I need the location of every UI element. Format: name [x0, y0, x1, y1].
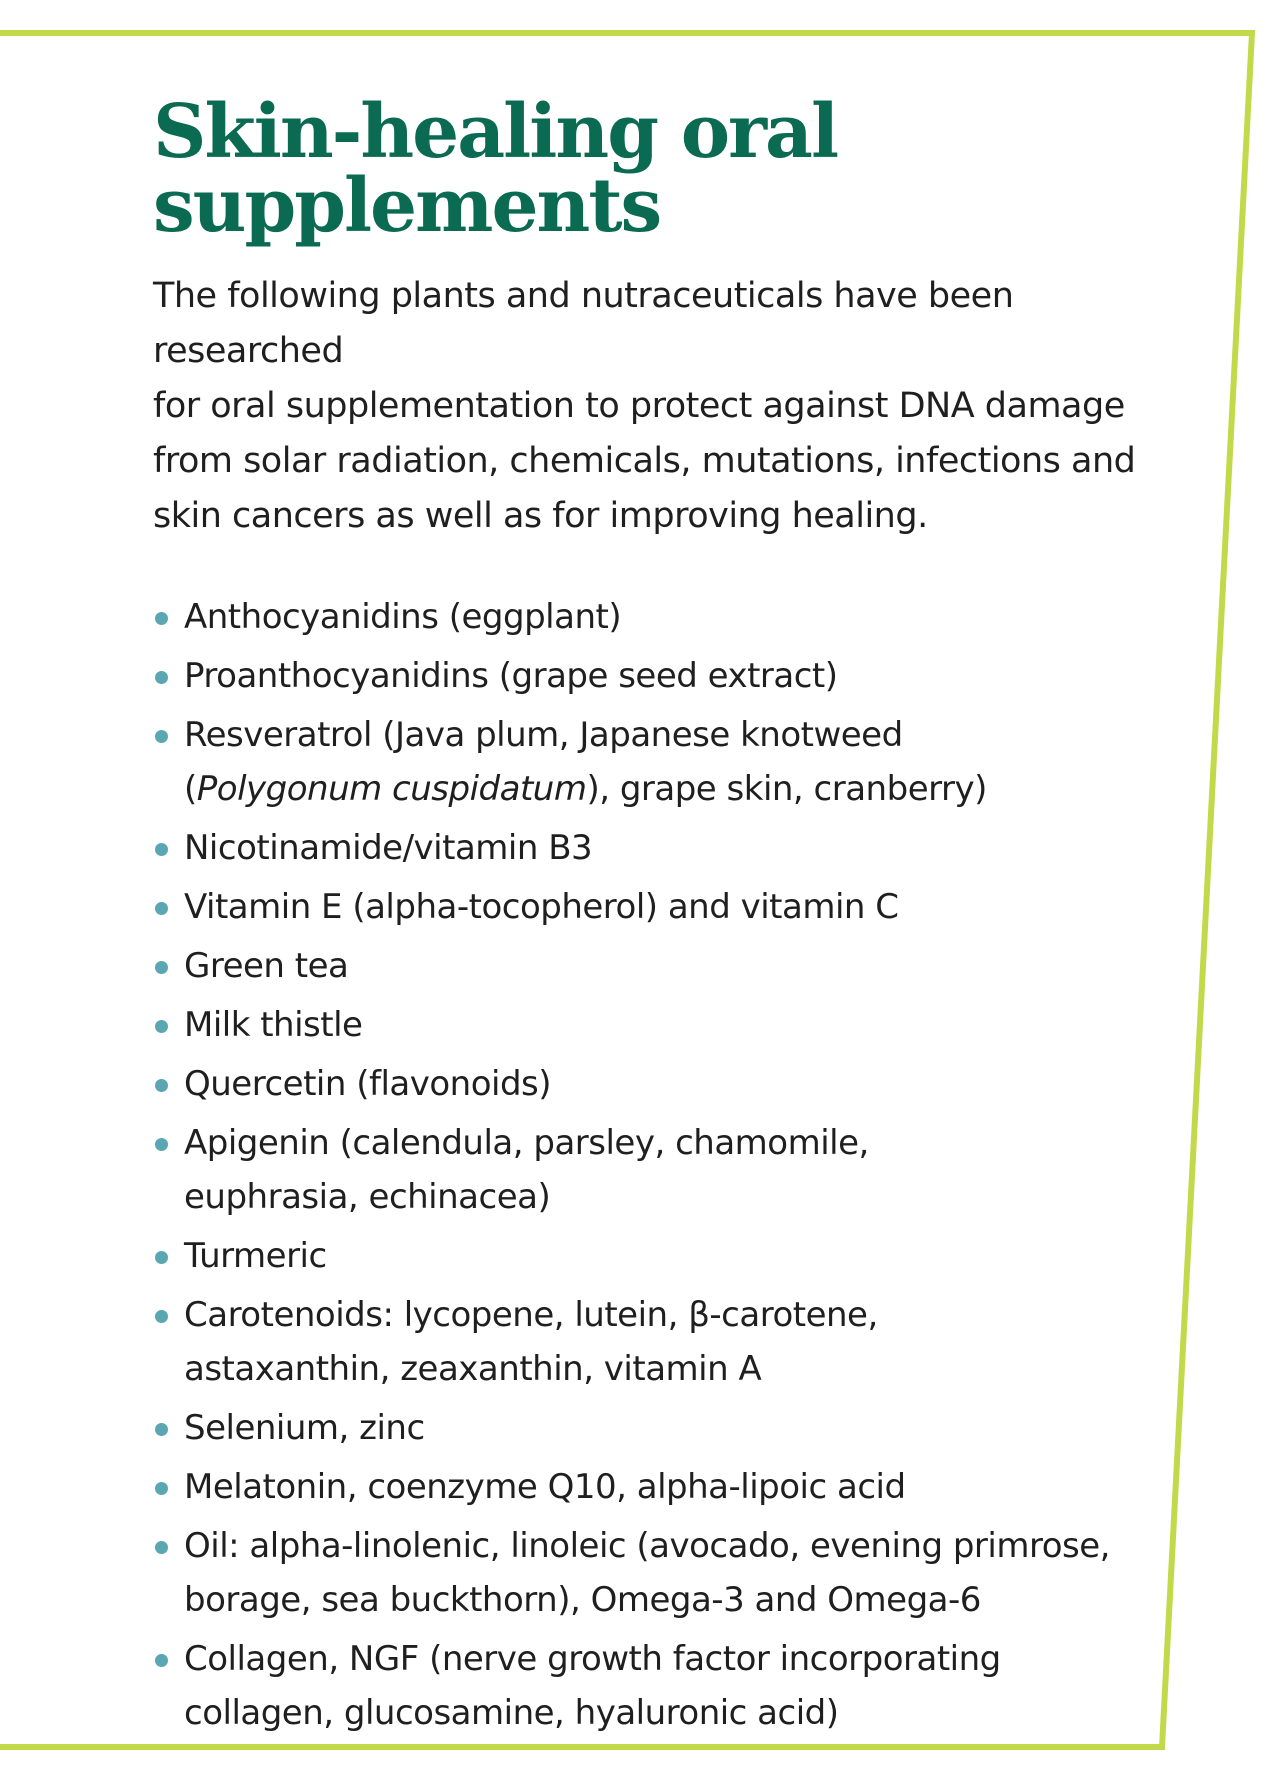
item-text: Green tea: [184, 946, 349, 986]
list-item: [153, 1057, 1184, 1111]
bullet-dot: [155, 1251, 168, 1264]
list-item: [153, 1401, 1184, 1455]
bullet-dot: [155, 961, 168, 974]
title-line-1: Skin-healing oral: [153, 89, 838, 175]
item-text-line-2: borage, sea buckthorn), Omega-3 and Omega-6: [184, 1580, 981, 1620]
intro-line-3: from solar radiation, chemicals, mutations, infections and: [153, 441, 1136, 481]
list-item: [153, 939, 1184, 993]
item-text: Carotenoids: lycopene, lutein, β-carotene,: [184, 1295, 878, 1335]
item-text: Vitamin E (alpha-tocopherol) and vitamin C: [184, 887, 899, 927]
bullet-dot: [155, 1482, 168, 1495]
list-item: [153, 998, 1184, 1052]
bullet-dot: [155, 1138, 168, 1151]
item-text: Milk thistle: [184, 1005, 363, 1045]
item-text: Quercetin (flavonoids): [184, 1064, 552, 1104]
list-item: [153, 1116, 1184, 1224]
page-title: [153, 89, 1203, 249]
list-item: [153, 1460, 1184, 1514]
list-item: [153, 1632, 1184, 1740]
item-text: Nicotinamide/vitamin B3: [184, 828, 593, 868]
item-text: Melatonin, coenzyme Q10, alpha-lipoic acid: [184, 1467, 906, 1507]
supplement-list: [153, 590, 1203, 1740]
item-text: Turmeric: [184, 1236, 327, 1276]
list-item: [153, 590, 1184, 644]
item-text: Collagen, NGF (nerve growth factor incorporating: [184, 1639, 1001, 1679]
list-item: [153, 649, 1184, 703]
list-item: [153, 1288, 1184, 1396]
item-open-paren: (: [184, 769, 197, 809]
supplements-panel: [153, 89, 1203, 1745]
bullet-dot: [155, 1541, 168, 1554]
bullet-dot: [155, 1423, 168, 1436]
item-text: Anthocyanidins (eggplant): [184, 597, 622, 637]
list-item: [153, 708, 1184, 816]
item-text: Oil: alpha-linolenic, linoleic (avocado, evening primrose,: [184, 1526, 1110, 1566]
item-italic-species: Polygonum cuspidatum: [196, 769, 587, 809]
list-item: [153, 1229, 1184, 1283]
bullet-dot: [155, 1079, 168, 1092]
intro-line-2: for oral supplementation to protect against DNA damage: [153, 386, 1125, 426]
item-text-line-2: euphrasia, echinacea): [184, 1177, 551, 1217]
list-item: [153, 880, 1184, 934]
bullet-dot: [155, 671, 168, 684]
bullet-dot: [155, 1310, 168, 1323]
intro-paragraph: [153, 269, 1203, 544]
item-text-rest: ), grape skin, cranberry): [586, 769, 987, 809]
item-text: Selenium, zinc: [184, 1408, 425, 1448]
intro-line-4: skin cancers as well as for improving healing.: [153, 496, 928, 536]
list-item: [153, 1519, 1184, 1627]
bullet-dot: [155, 902, 168, 915]
bullet-dot: [155, 730, 168, 743]
item-text: Resveratrol (Java plum, Japanese knotweed: [184, 715, 903, 755]
bullet-dot: [155, 843, 168, 856]
item-text: Apigenin (calendula, parsley, chamomile,: [184, 1123, 869, 1163]
bullet-dot: [155, 1020, 168, 1033]
intro-line-1: The following plants and nutraceuticals have been researched: [153, 276, 1014, 371]
item-text-line-2: astaxanthin, zeaxanthin, vitamin A: [184, 1349, 762, 1389]
list-item: [153, 821, 1184, 875]
item-text: Proanthocyanidins (grape seed extract): [184, 656, 838, 696]
bullet-dot: [155, 1654, 168, 1667]
item-text-line-2: collagen, glucosamine, hyaluronic acid): [184, 1693, 839, 1733]
bullet-dot: [155, 612, 168, 625]
title-line-2: supplements: [153, 163, 661, 249]
